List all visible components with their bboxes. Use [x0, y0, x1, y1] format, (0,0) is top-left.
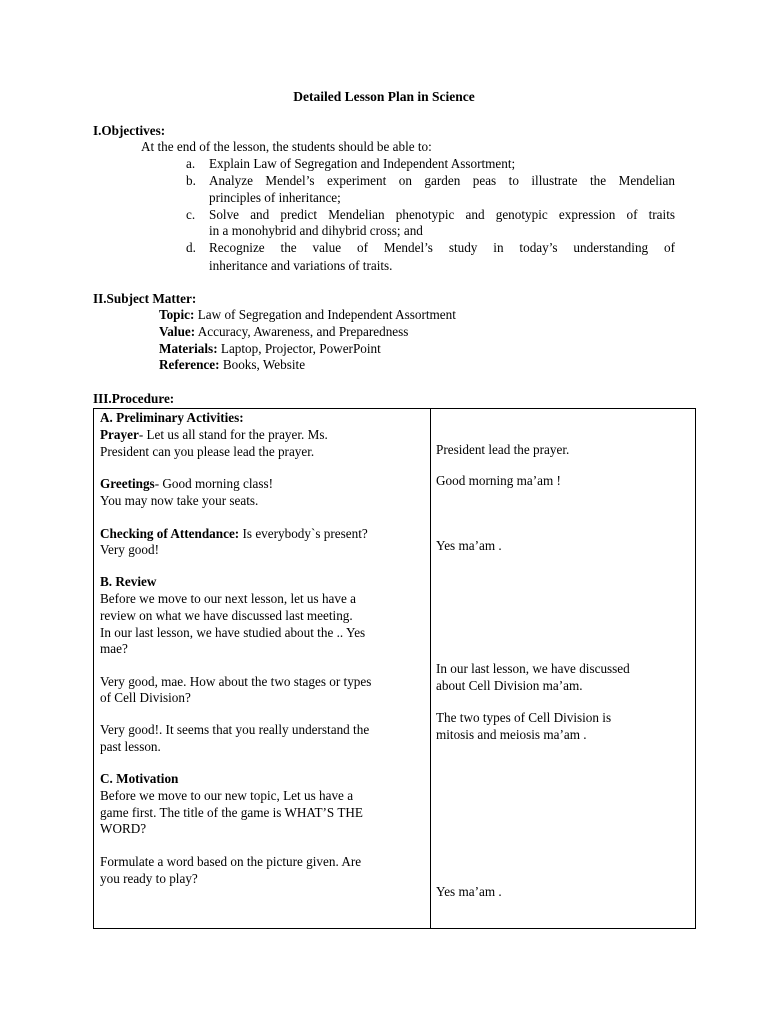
- review-heading: B. Review: [100, 574, 157, 589]
- objective-c-marker: c.: [186, 207, 196, 222]
- objective-b-marker: b.: [186, 173, 196, 188]
- motivation-line-1: Before we move to our new topic, Let us have a: [100, 788, 354, 803]
- attendance-line: [100, 526, 368, 542]
- motivation-line-2: game first. The title of the game is WHAT’S THE: [100, 805, 363, 820]
- procedure-heading: III.Procedure:: [93, 391, 175, 406]
- review-followup-2: of Cell Division?: [100, 690, 191, 705]
- greetings-label: Greetings: [100, 476, 155, 491]
- types-response-2: mitosis and meiosis ma’am .: [436, 727, 587, 742]
- materials-label: Materials:: [159, 341, 218, 356]
- greetings-text: - Good morning class!: [154, 476, 274, 491]
- motivation-instruction-1: Formulate a word based on the picture given. Are: [100, 854, 362, 869]
- objective-c-line1: Solve and predict Mendelian phenotypic and genotypic expression of traits: [209, 207, 675, 222]
- objective-d-line2: inheritance and variations of traits.: [209, 258, 393, 273]
- reference-label: Reference:: [159, 357, 220, 372]
- prayer-line-2: President can you please lead the prayer.: [100, 444, 315, 459]
- greeting-response: Good morning ma’am !: [436, 473, 561, 488]
- types-response-1: The two types of Cell Division is: [436, 710, 612, 725]
- objectives-intro: At the end of the lesson, the students should be able to:: [141, 139, 432, 154]
- attendance-response: Yes ma’am .: [436, 538, 502, 553]
- attendance-label: Checking of Attendance:: [100, 526, 240, 541]
- objectives-heading: I.Objectives:: [93, 123, 166, 138]
- objective-c-line2: in a monohybrid and dihybrid cross; and: [209, 223, 423, 238]
- value-value: Accuracy, Awareness, and Preparedness: [195, 324, 409, 339]
- motivation-heading: C. Motivation: [100, 771, 179, 786]
- value-label: Value:: [159, 324, 196, 339]
- greetings-line-2: You may now take your seats.: [100, 493, 259, 508]
- motivation-instruction-2: you ready to play?: [100, 871, 198, 886]
- subject-row-topic: [159, 307, 456, 323]
- materials-value: Laptop, Projector, PowerPoint: [217, 341, 381, 356]
- reference-value: Books, Website: [219, 357, 306, 372]
- topic-label: Topic:: [159, 307, 195, 322]
- review-line-1: Before we move to our next lesson, let us have a: [100, 591, 356, 606]
- objective-d-marker: d.: [186, 240, 196, 255]
- review-response-2: about Cell Division ma’am.: [436, 678, 583, 693]
- review-line-4: mae?: [100, 641, 128, 656]
- prayer-line: [100, 427, 328, 443]
- prayer-label: Prayer: [100, 427, 139, 442]
- objective-b-line2: principles of inheritance;: [209, 190, 341, 205]
- motivation-line-3: WORD?: [100, 821, 147, 836]
- preliminary-activities-heading: A. Preliminary Activities:: [100, 410, 244, 425]
- review-praise-1: Very good!. It seems that you really understand the: [100, 722, 370, 737]
- topic-value: Law of Segregation and Independent Assortment: [194, 307, 456, 322]
- attendance-text: Is everybody`s present?: [239, 526, 368, 541]
- objective-a-line1: Explain Law of Segregation and Independent Assortment;: [209, 156, 516, 171]
- attendance-line-2: Very good!: [100, 542, 159, 557]
- objective-a-marker: a.: [186, 156, 196, 171]
- table-column-divider: [430, 409, 431, 928]
- review-praise-2: past lesson.: [100, 739, 161, 754]
- greetings-line: [100, 476, 273, 492]
- prayer-text: - Let us all stand for the prayer. Ms.: [138, 427, 328, 442]
- review-response-1: In our last lesson, we have discussed: [436, 661, 630, 676]
- prayer-response: President lead the prayer.: [436, 442, 570, 457]
- subject-row-reference: [159, 357, 305, 373]
- subject-matter-heading: II.Subject Matter:: [93, 291, 197, 306]
- document-title: Detailed Lesson Plan in Science: [293, 89, 475, 104]
- review-line-2: review on what we have discussed last meeting.: [100, 608, 353, 623]
- subject-row-value: [159, 324, 408, 340]
- review-followup-1: Very good, mae. How about the two stages or types: [100, 674, 372, 689]
- subject-row-materials: [159, 341, 381, 357]
- objective-b-line1: Analyze Mendel’s experiment on garden peas to illustrate the Mendelian: [209, 173, 675, 188]
- review-line-3: In our last lesson, we have studied about the .. Yes: [100, 625, 366, 640]
- objective-d-line1: Recognize the value of Mendel’s study in today’s understanding of: [209, 240, 675, 255]
- ready-response: Yes ma’am .: [436, 884, 502, 899]
